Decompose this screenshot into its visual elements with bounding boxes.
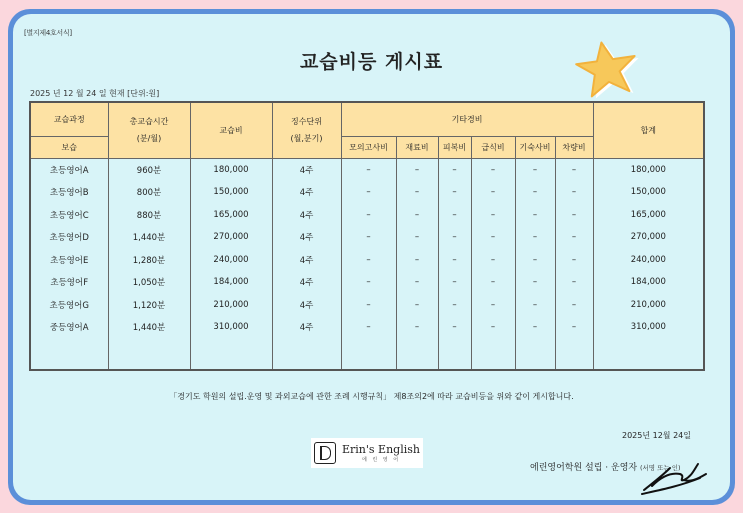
- fee-table: [29, 101, 705, 371]
- cell-unit: 4주: [272, 158, 341, 181]
- cell-materials: –: [396, 181, 438, 204]
- cell-unit: 4주: [272, 271, 341, 294]
- cell-vehicle: –: [555, 249, 593, 272]
- cell-materials: –: [396, 316, 438, 339]
- cell-unit: 4주: [272, 181, 341, 204]
- star-icon: [572, 38, 648, 102]
- cell-dorm: –: [515, 316, 555, 339]
- header-unit: 징수단위 (월,분기): [272, 102, 341, 158]
- cell-total: 240,000: [593, 249, 704, 272]
- cell-course: 초등영어A: [30, 158, 108, 181]
- cell-mock-exam: –: [341, 271, 396, 294]
- cell-fee: 150,000: [190, 181, 272, 204]
- cell-fee: 184,000: [190, 271, 272, 294]
- cell-clothing: –: [438, 204, 471, 227]
- cell-mock-exam: –: [341, 294, 396, 317]
- cell-dorm: –: [515, 271, 555, 294]
- cell-hours: 1,440분: [108, 316, 190, 339]
- header-subject: 보습: [30, 136, 108, 158]
- date-line: 2025 년 12 월 24 일 현재 [단위:원]: [30, 89, 160, 98]
- cell-course: 초등영어E: [30, 249, 108, 272]
- header-dorm: 기숙사비: [515, 136, 555, 158]
- cell-clothing: –: [438, 271, 471, 294]
- cell-dorm: –: [515, 294, 555, 317]
- cell-vehicle: –: [555, 294, 593, 317]
- academy-logo: [311, 438, 423, 468]
- cell-total: 180,000: [593, 158, 704, 181]
- cell-clothing: –: [438, 249, 471, 272]
- cell-total: 165,000: [593, 204, 704, 227]
- header-vehicle: 차량비: [555, 136, 593, 158]
- cell-fee: 240,000: [190, 249, 272, 272]
- cell-clothing: –: [438, 316, 471, 339]
- cell-hours: 1,440분: [108, 226, 190, 249]
- cell-materials: –: [396, 271, 438, 294]
- cell-clothing: –: [438, 158, 471, 181]
- cell-course: 초등영어D: [30, 226, 108, 249]
- cell-meals: –: [471, 316, 515, 339]
- cell-fee: 180,000: [190, 158, 272, 181]
- table-row: [30, 271, 704, 294]
- cell-meals: –: [471, 181, 515, 204]
- header-materials: 재료비: [396, 136, 438, 158]
- cell-mock-exam: –: [341, 316, 396, 339]
- header-fee: 교습비: [190, 102, 272, 158]
- cell-materials: –: [396, 204, 438, 227]
- cell-total: 184,000: [593, 271, 704, 294]
- header-total-hours: 총교습시간 (분/월): [108, 102, 190, 158]
- cell-mock-exam: –: [341, 249, 396, 272]
- cell-mock-exam: –: [341, 204, 396, 227]
- cell-unit: 4주: [272, 294, 341, 317]
- issuer-name: 에린영어학원 설립 · 운영자: [530, 463, 638, 473]
- header-mock-exam: 모의고사비: [341, 136, 396, 158]
- cell-clothing: –: [438, 226, 471, 249]
- cell-course: 초등영어F: [30, 271, 108, 294]
- cell-mock-exam: –: [341, 226, 396, 249]
- cell-hours: 960분: [108, 158, 190, 181]
- header-course: 교습과정: [30, 102, 108, 136]
- cell-materials: –: [396, 226, 438, 249]
- form-number: [별지제4호서식]: [24, 29, 72, 37]
- cell-dorm: –: [515, 158, 555, 181]
- cell-meals: –: [471, 204, 515, 227]
- cell-materials: –: [396, 158, 438, 181]
- table-row: [30, 181, 704, 204]
- issue-date: 2025년 12월 24일: [622, 431, 691, 440]
- cell-hours: 800분: [108, 181, 190, 204]
- cell-meals: –: [471, 226, 515, 249]
- cell-clothing: –: [438, 181, 471, 204]
- table-row: [30, 158, 704, 181]
- cell-mock-exam: –: [341, 158, 396, 181]
- cell-vehicle: –: [555, 181, 593, 204]
- cell-clothing: –: [438, 294, 471, 317]
- cell-dorm: –: [515, 181, 555, 204]
- cell-unit: 4주: [272, 249, 341, 272]
- seal-note: (서명 또는 인): [639, 464, 681, 472]
- cell-meals: –: [471, 249, 515, 272]
- cell-mock-exam: –: [341, 181, 396, 204]
- table-row: [30, 316, 704, 339]
- table-row: [30, 249, 704, 272]
- cell-hours: 1,050분: [108, 271, 190, 294]
- header-other-expenses: 기타경비: [341, 102, 593, 136]
- cell-fee: 270,000: [190, 226, 272, 249]
- cell-course: 초등영어G: [30, 294, 108, 317]
- cell-meals: –: [471, 294, 515, 317]
- header-clothing: 피복비: [438, 136, 471, 158]
- cell-materials: –: [396, 294, 438, 317]
- table-row: [30, 226, 704, 249]
- cell-vehicle: –: [555, 316, 593, 339]
- cell-course: 초등영어C: [30, 204, 108, 227]
- cell-hours: 1,120분: [108, 294, 190, 317]
- header-meals: 급식비: [471, 136, 515, 158]
- cell-hours: 880분: [108, 204, 190, 227]
- cell-hours: 1,280분: [108, 249, 190, 272]
- logo-icon: [314, 442, 336, 464]
- legal-notice: 「경기도 학원의 설립.운영 및 과외교습에 관한 조례 시행규칙」 제8조의2에 따라 교습비등을 위와 같이 게시합니다.: [169, 392, 574, 401]
- cell-unit: 4주: [272, 226, 341, 249]
- cell-unit: 4주: [272, 204, 341, 227]
- cell-unit: 4주: [272, 316, 341, 339]
- logo-name: Erin's English: [342, 442, 420, 456]
- cell-total: 210,000: [593, 294, 704, 317]
- cell-meals: –: [471, 271, 515, 294]
- cell-fee: 210,000: [190, 294, 272, 317]
- cell-vehicle: –: [555, 204, 593, 227]
- cell-total: 270,000: [593, 226, 704, 249]
- cell-meals: –: [471, 158, 515, 181]
- table-row: [30, 204, 704, 227]
- cell-vehicle: –: [555, 271, 593, 294]
- table-row: [30, 294, 704, 317]
- cell-vehicle: –: [555, 226, 593, 249]
- signature-mark: [640, 456, 710, 496]
- cell-dorm: –: [515, 204, 555, 227]
- cell-total: 150,000: [593, 181, 704, 204]
- cell-total: 310,000: [593, 316, 704, 339]
- header-total: 합계: [593, 102, 704, 158]
- cell-vehicle: –: [555, 158, 593, 181]
- table-filler-row: [30, 339, 704, 371]
- cell-course: 초등영어B: [30, 181, 108, 204]
- page-title: 교습비등 게시표: [299, 51, 444, 73]
- cell-dorm: –: [515, 226, 555, 249]
- cell-dorm: –: [515, 249, 555, 272]
- logo-subtitle: 에 린 영 어: [361, 456, 401, 463]
- cell-fee: 165,000: [190, 204, 272, 227]
- cell-materials: –: [396, 249, 438, 272]
- cell-course: 중등영어A: [30, 316, 108, 339]
- cell-fee: 310,000: [190, 316, 272, 339]
